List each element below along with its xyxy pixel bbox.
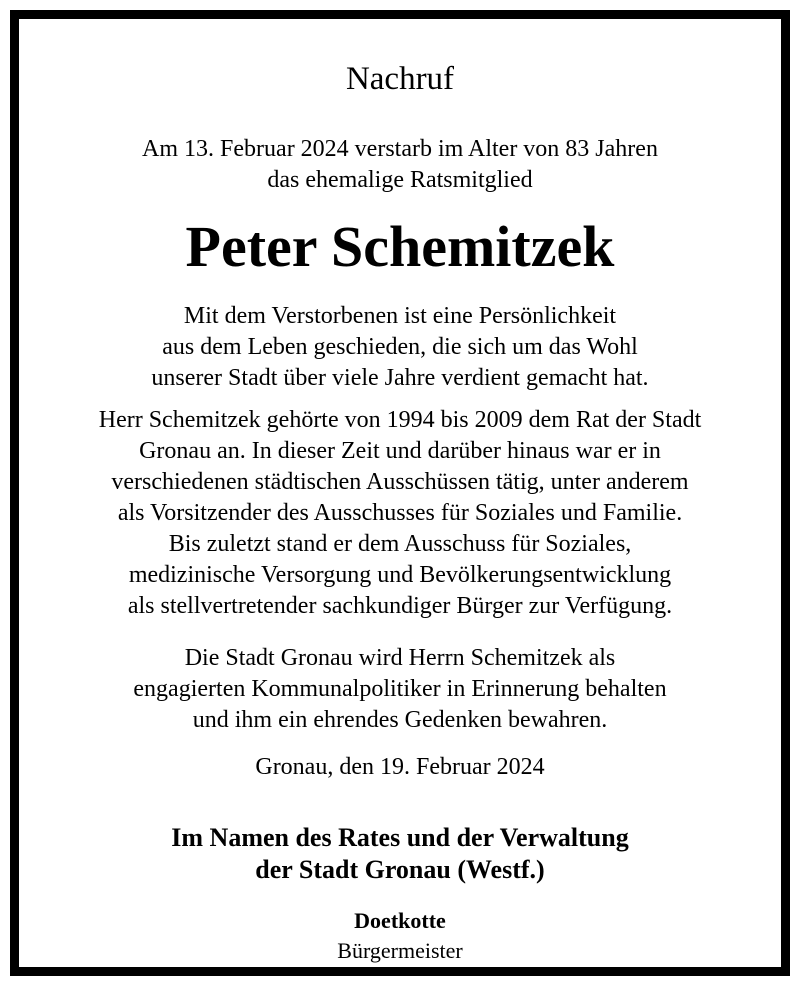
paragraph-line: als stellvertretender sachkundiger Bürger zur Verfügung. — [127, 593, 673, 619]
paragraph-tribute — [39, 301, 761, 394]
paragraph-line: Gronau an. In dieser Zeit und darüber hinaus war er in — [139, 438, 661, 464]
paragraph-line: medizinische Versorgung und Bevölkerungsentwicklung — [128, 562, 672, 588]
paragraph-line: Die Stadt Gronau wird Herrn Schemitzek als — [184, 645, 616, 671]
paragraph-line: unserer Stadt über viele Jahre verdient gemacht hat. — [151, 365, 649, 391]
paragraph-line: aus dem Leben geschieden, die sich um das Wohl — [162, 334, 638, 360]
deceased-name: Peter Schemitzek — [185, 214, 615, 279]
signer-name: Doetkotte — [354, 908, 446, 933]
paragraph-line: verschiedenen städtischen Ausschüssen tätig, unter anderem — [111, 469, 689, 495]
signer-role: Bürgermeister — [337, 938, 463, 963]
intro-line: Am 13. Februar 2024 verstarb im Alter von 83 Jahren — [142, 136, 658, 162]
paragraph-line: Bis zuletzt stand er dem Ausschuss für Soziales, — [168, 531, 632, 557]
signature-line: der Stadt Gronau (Westf.) — [255, 855, 545, 884]
obituary-frame — [10, 10, 790, 976]
paragraph-line: und ihm ein ehrendes Gedenken bewahren. — [192, 707, 608, 733]
paragraph-line: Herr Schemitzek gehörte von 1994 bis 2009 dem Rat der Stadt — [98, 407, 702, 433]
paragraph-line: engagierten Kommunalpolitiker in Erinnerung behalten — [133, 676, 667, 702]
signature-block — [39, 822, 761, 886]
paragraph-line: Mit dem Verstorbenen ist eine Persönlichkeit — [183, 303, 617, 329]
paragraph-line: als Vorsitzender des Ausschusses für Soziales und Familie. — [117, 500, 683, 526]
obituary-content — [19, 19, 781, 967]
intro-line: das ehemalige Ratsmitglied — [267, 167, 533, 193]
place-date: Gronau, den 19. Februar 2024 — [255, 754, 545, 780]
intro-text — [39, 134, 761, 196]
paragraph-biography — [39, 405, 761, 622]
paragraph-remembrance — [39, 643, 761, 736]
obituary-title: Nachruf — [345, 61, 455, 97]
signature-line: Im Namen des Rates und der Verwaltung — [171, 823, 629, 852]
